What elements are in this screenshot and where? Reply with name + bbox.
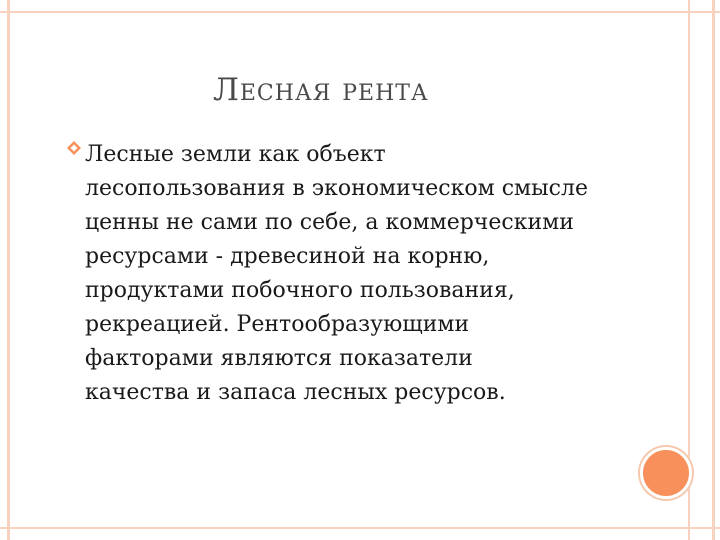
body-line: рекреацией. Рентообразующими [85, 312, 470, 337]
frame-top-line [0, 11, 720, 13]
frame-left-line [7, 0, 10, 540]
body-line: ценны не сами по себе, а коммерческими [85, 210, 574, 235]
body-line: лесопользования в экономическом смысле [85, 176, 588, 201]
body-line: ресурсами - древесиной на корню, [85, 244, 490, 269]
body-line: качества и запаса лесных ресурсов. [85, 380, 506, 405]
slide-title: Лесная рента [213, 72, 429, 108]
body-line: факторами являются показатели [85, 346, 473, 371]
decorative-orange-circle [640, 447, 692, 499]
body-line: Лесные земли как объект [85, 142, 386, 167]
frame-right-outer-line [712, 0, 715, 540]
body-line: продуктами побочного пользования, [85, 278, 515, 303]
hollow-diamond-bullet-icon [66, 140, 82, 156]
frame-bottom-line [0, 527, 720, 529]
slide-body-text [85, 138, 685, 410]
